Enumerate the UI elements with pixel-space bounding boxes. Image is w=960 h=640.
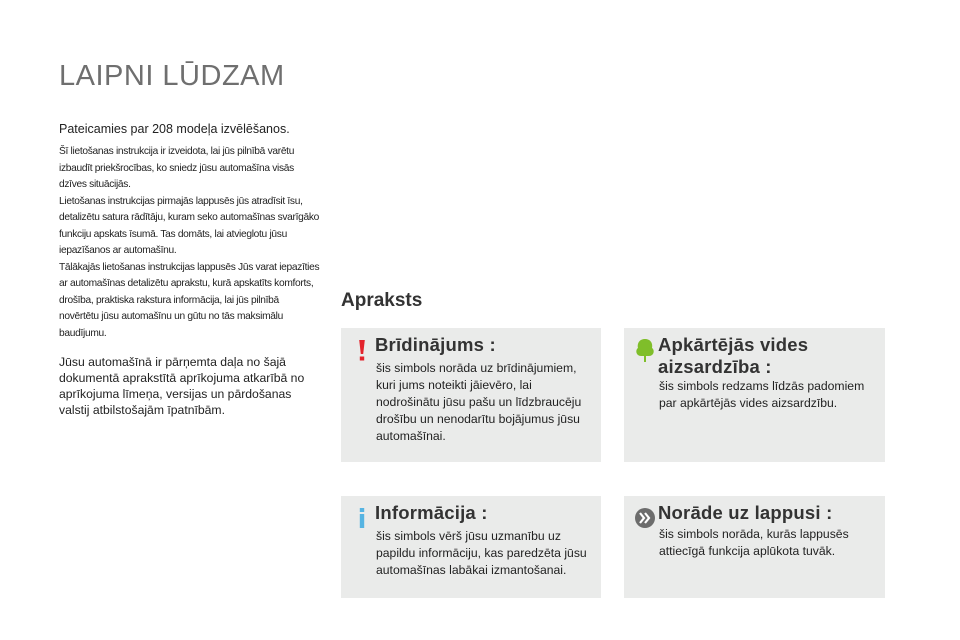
double-chevron-right-icon [634,506,656,530]
environment-text: šis simbols redzams līdzās padomiem par apkārtējās vides aizsardzību. [659,379,865,410]
environment-heading: Apkārtējās vides aizsardzība : [658,334,809,377]
intro-paragraph: Lietošanas instrukcijas pirmajās lappusēs jūs atradīsit īsu, detalizētu satura rādītāju, kuram seko automašīnas svarīgāko funkciju apskats īsumā. Tas domāts, lai atvieglotu jūsu iepazīšanos ar automašīnu. [59,195,320,256]
page-reference-box [624,496,885,598]
page-title: LAIPNI LŪDZAM [59,60,285,92]
vehicle-note: Jūsu automašīnā ir pārņemta daļa no šajā dokumentā aprakstītā aprīkojuma atkarībā no aprīkojuma līmeņa, versijas un pārdošanas valstij atbilstošajām īpatnībām. [59,355,305,417]
info-heading: Informācija : [375,502,488,523]
environment-box [624,328,885,462]
page-reference-heading: Norāde uz lappusi : [658,502,833,523]
warning-box [341,328,601,462]
thanks-text: Pateicamies par 208 modeļa izvēlēšanos. [59,122,290,136]
warning-heading: Brīdinājums : [375,334,496,355]
info-icon [351,506,373,530]
info-box [341,496,601,598]
intro-text [59,144,321,342]
tree-icon [634,338,656,362]
warning-text: šis simbols norāda uz brīdinājumiem, kuri jums noteikti jāievēro, lai nodrošinātu jūsu pašu un līdzbraucēju drošību un nenodarītu bojājumus jūsu automašīnai. [376,361,582,443]
legend-title: Apraksts [341,290,423,311]
info-text: šis simbols vērš jūsu uzmanību uz papildu informāciju, kas paredzēta jūsu automašīnas labākai izmantošanai. [376,529,587,577]
intro-paragraph: Šī lietošanas instrukcija ir izveidota, lai jūs pilnībā varētu izbaudīt priekšrocības, ko sniedz jūsu automašīna visās dzīves situācijās. [59,146,295,190]
page-reference-text: šis simbols norāda, kurās lappusēs attiecīgā funkcija aplūkota tuvāk. [659,527,849,558]
exclamation-icon [351,338,373,362]
intro-paragraph: Tālākajās lietošanas instrukcijas lappusēs Jūs varat iepazīties ar automašīnas detalizētu aprakstu, kurā apskatīts komforts, drošība, praktiska rakstura informācija, lai jūs pilnībā novērtētu jūsu automašīnu un gūtu no tās maksimālu baudījumu. [59,261,320,339]
